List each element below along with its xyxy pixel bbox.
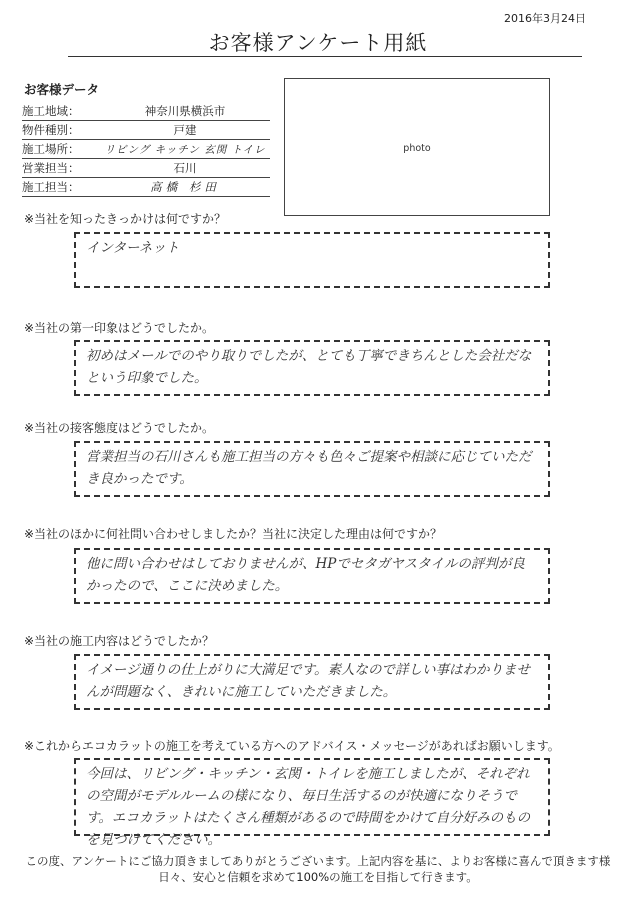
survey-date: 2016年3月24日 xyxy=(504,12,586,25)
photo-label: photo xyxy=(403,143,431,154)
question-5: ※当社の施工内容はどうでしたか？ xyxy=(24,634,215,648)
footer-line-1: この度、アンケートにご協力頂きましてありがとうございます。上記内容を基に、よりお客様に喜んで頂きます様 xyxy=(25,854,611,868)
customer-info-table xyxy=(22,102,270,197)
question-1: ※当社を知ったきっかけは何ですか？ xyxy=(24,212,227,226)
question-2: ※当社の第一印象はどうでしたか。 xyxy=(24,321,215,335)
info-value: 高橋 杉田 xyxy=(150,180,220,194)
page-title: お客様アンケート用紙 xyxy=(208,31,428,55)
info-row-sales-rep xyxy=(22,159,270,178)
question-6: ※これからエコカラットの施工を考えている方へのアドバイス・メッセージがあればお願いします。 xyxy=(24,739,560,753)
info-label: 施工場所： xyxy=(22,142,80,156)
answer-4: 他に問い合わせはしておりませんが、HPでセタガヤスタイルの評判が良かったので、ここに決めました。 xyxy=(74,548,550,604)
info-row-installer xyxy=(22,178,270,197)
footer-line-2: 日々、安心と信頼を求めて100%の施工を目指して行きます。 xyxy=(158,870,478,884)
info-value: 神奈川県横浜市 xyxy=(144,104,226,118)
info-row-location xyxy=(22,140,270,159)
info-label: 施工地域： xyxy=(22,104,80,118)
answer-5: イメージ通りの仕上がりに大満足です。素人なので詳しい事はわかりませんが問題なく、きれいに施工していただきました。 xyxy=(74,654,550,710)
info-value: 戸建 xyxy=(173,123,197,137)
info-value: リビング キッチン 玄関 トイレ xyxy=(104,143,266,156)
info-value: 石川 xyxy=(173,161,197,175)
question-3: ※当社の接客態度はどうでしたか。 xyxy=(24,421,215,435)
info-label: 営業担当： xyxy=(22,161,80,175)
answer-6: 今回は、リビング・キッチン・玄関・トイレを施工しましたが、それぞれの空間がモデルルームの様になり、毎日生活するのが快適になりそうです。エコカラットはたくさん種類があるので時間をかけて自分好みのものを見つけてください。 xyxy=(74,758,550,836)
info-row-property-type xyxy=(22,121,270,140)
customer-data-heading: お客様データ xyxy=(24,82,100,97)
info-row-area xyxy=(22,102,270,121)
answer-2: 初めはメールでのやり取りでしたが、とても丁寧できちんとした会社だなという印象でした。 xyxy=(74,340,550,396)
answer-3: 営業担当の石川さんも施工担当の方々も色々ご提案や相談に応じていただき良かったです。 xyxy=(74,441,550,497)
question-4: ※当社のほかに何社問い合わせしましたか？当社に決定した理由は何ですか？ xyxy=(24,527,443,541)
answer-1: インターネット xyxy=(74,232,550,288)
photo-frame xyxy=(284,78,550,216)
title-underline xyxy=(68,56,582,57)
info-label: 物件種別： xyxy=(22,123,80,137)
info-label: 施工担当： xyxy=(22,180,80,194)
